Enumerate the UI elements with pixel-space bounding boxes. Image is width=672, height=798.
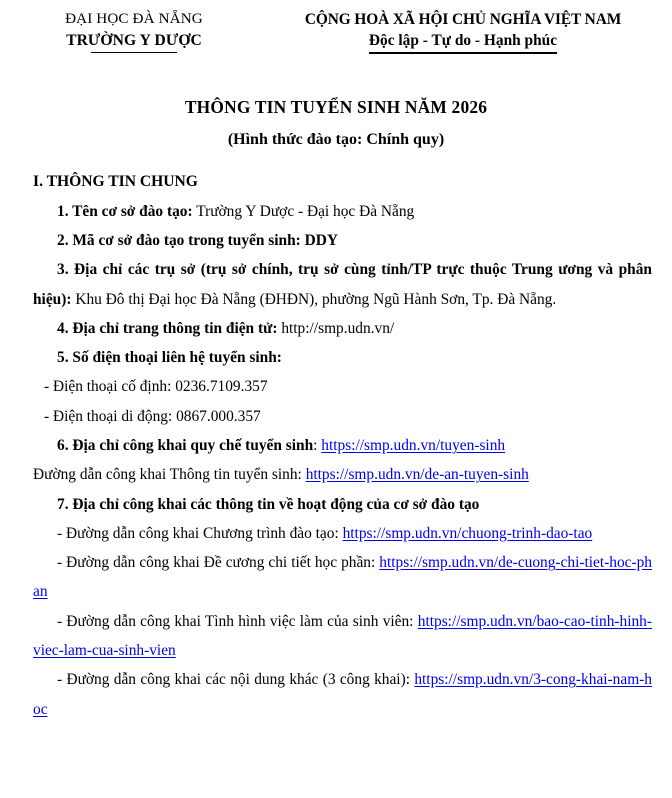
item2-label: 2. Mã cơ sở đào tạo trong tuyển sinh: DDY	[57, 231, 338, 249]
item6-separator: :	[313, 437, 322, 454]
item6-label: 6. Địa chỉ công khai quy chế tuyển sinh	[57, 437, 314, 454]
page-subtitle: (Hình thức đào tạo: Chính quy)	[227, 131, 445, 149]
item-training-institution-name	[33, 197, 652, 226]
item6-sub-link[interactable]: https://smp.udn.vn/de-an-tuyen-sinh	[305, 466, 529, 484]
item-public-activity-info	[33, 490, 652, 519]
link-label-syllabus: - Đường dẫn công khai Đề cương chi tiết học phần:	[57, 554, 380, 572]
document-body	[0, 167, 672, 724]
phone-fixed-line: - Điện thoại cố định: 0236.7109.357	[44, 378, 268, 396]
phone-mobile-line: - Điện thoại di động: 0867.000.357	[44, 407, 261, 425]
link-row-curriculum	[33, 519, 652, 548]
link-row-employment	[33, 607, 652, 666]
link-label-curriculum: - Đường dẫn công khai Chương trình đào tạo:	[57, 524, 343, 542]
item4-label: 4. Địa chỉ trang thông tin điện tử:	[57, 319, 278, 337]
header-organization	[8, 9, 260, 52]
title-block	[0, 97, 672, 149]
item-institution-code	[33, 226, 652, 255]
item-admission-info-url	[33, 460, 652, 489]
item3-value: Khu Đô thị Đại học Đà Nẵng (ĐHĐN), phường Ngũ Hành Sơn, Tp. Đà Nẵng.	[75, 290, 557, 308]
link-url-other-disclosures[interactable]: https://smp.udn.vn/3-cong-khai-nam-hoc	[33, 671, 652, 718]
item-website-address	[33, 314, 652, 343]
item1-value-text: Trường Y Dược - Đại học Đà Nẵng	[196, 202, 415, 220]
link-row-other-disclosures	[33, 665, 652, 724]
country-name: CỘNG HOÀ XÃ HỘI CHỦ NGHĨA VIỆT NAM	[304, 11, 622, 28]
link-url-employment[interactable]: https://smp.udn.vn/bao-cao-tinh-hinh-viec-lam-cua-sinh-vien	[33, 612, 652, 660]
page-title: THÔNG TIN TUYỂN SINH NĂM 2026	[184, 97, 488, 118]
item6-link[interactable]: https://smp.udn.vn/tuyen-sinh	[321, 437, 506, 454]
document-header	[0, 0, 672, 52]
link-label-other-disclosures: - Đường dẫn công khai các nội dung khác (3 công khai):	[57, 671, 415, 689]
national-motto: Độc lập - Tự do - Hạnh phúc	[369, 30, 557, 51]
link-label-employment: - Đường dẫn công khai Tình hình việc làm của sinh viên:	[57, 612, 418, 630]
header-national-title	[260, 9, 672, 52]
section-heading-general-info: I. THÔNG TIN CHUNG	[33, 173, 198, 191]
item-campus-address	[33, 255, 652, 314]
item5-label: 5. Số điện thoại liên hệ tuyển sinh:	[57, 349, 282, 367]
school-name: TRƯỜNG Y DƯỢC	[66, 30, 202, 52]
item6-sub-label: Đường dẫn công khai Thông tin tuyển sinh:	[33, 466, 306, 484]
link-url-syllabus[interactable]: https://smp.udn.vn/de-cuong-chi-tiet-hoc-phan	[33, 554, 652, 601]
item-admission-phone	[33, 343, 652, 372]
university-name: ĐẠI HỌC ĐÀ NẴNG	[65, 10, 203, 27]
item4-value: http://smp.udn.vn/	[281, 319, 395, 337]
item7-label: 7. Địa chỉ công khai các thông tin về hoạt động của cơ sở đào tạo	[57, 495, 480, 513]
link-url-curriculum[interactable]: https://smp.udn.vn/chuong-trinh-dao-tao	[342, 524, 593, 542]
item3-label: 3. Địa chỉ các trụ sở (trụ sở chính, trụ sở cùng tỉnh/TP trực thuộc Trung ương và phân hiệu):	[33, 261, 652, 308]
link-row-syllabus	[33, 548, 652, 607]
item1-label: 1. Tên cơ sở đào tạo:	[57, 202, 193, 220]
item-admission-regulation-url	[33, 431, 652, 460]
